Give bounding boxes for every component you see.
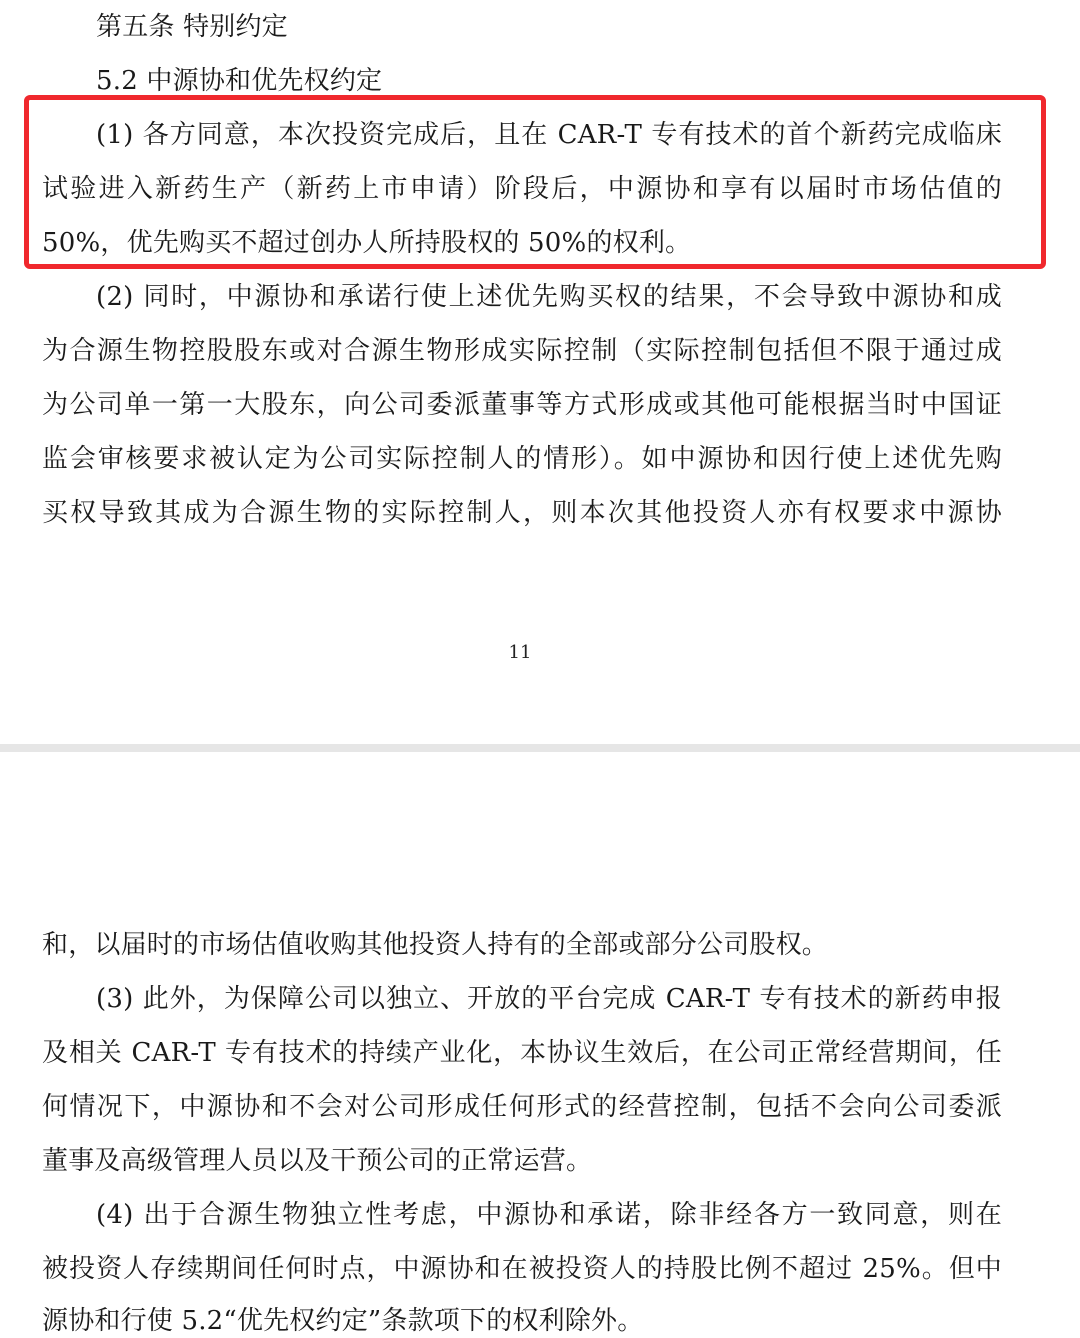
clause-4-line: 被投资人存续期间任何时点，中源协和在被投资人的持股比例不超过 25%。但中 [42, 1254, 1002, 1284]
clause-3-line: (3) 此外，为保障公司以独立、开放的平台完成 CAR-T 专有技术的新药申报 [96, 984, 1002, 1014]
clause-2-line: 监会审核要求被认定为公司实际控制人的情形）。如中源协和因行使上述优先购 [42, 444, 1002, 474]
clause-2-line: 为公司单一第一大股东，向公司委派董事等方式形成或其他可能根据当时中国证 [42, 390, 1002, 420]
clause-2-line: (2) 同时，中源协和承诺行使上述优先购买权的结果，不会导致中源协和成 [96, 282, 1002, 312]
article-heading: 第五条 特别约定 [96, 12, 288, 42]
clause-3-line: 及相关 CAR-T 专有技术的持续产业化，本协议生效后，在公司正常经营期间，任 [42, 1038, 1002, 1068]
section-heading: 5.2 中源协和优先权约定 [96, 66, 383, 96]
page-number: 11 [508, 642, 532, 663]
clause-4-line: (4) 出于合源生物独立性考虑，中源协和承诺，除非经各方一致同意，则在 [96, 1200, 1002, 1230]
document-page-bottom [0, 752, 1080, 1338]
clause-1-line: (1) 各方同意，本次投资完成后，且在 CAR-T 专有技术的首个新药完成临床 [96, 120, 1002, 150]
clause-3-line: 董事及高级管理人员以及干预公司的正常运营。 [42, 1146, 593, 1176]
clause-3-line: 何情况下，中源协和不会对公司形成任何形式的经营控制，包括不会向公司委派 [42, 1092, 1002, 1122]
page-separator [0, 744, 1080, 752]
clause-1-line: 试验进入新药生产（新药上市申请）阶段后，中源协和享有以届时市场估值的 [42, 174, 1002, 204]
clause-1-line: 50%，优先购买不超过创办人所持股权的 50%的权利。 [42, 228, 692, 258]
clause-2-line: 为合源生物控股股东或对合源生物形成实际控制（实际控制包括但不限于通过成 [42, 336, 1002, 366]
clause-2-line: 买权导致其成为合源生物的实际控制人，则本次其他投资人亦有权要求中源协 [42, 498, 1002, 528]
clause-2-continuation: 和，以届时的市场估值收购其他投资人持有的全部或部分公司股权。 [42, 930, 829, 960]
clause-4-line: 源协和行使 5.2“优先权约定”条款项下的权利除外。 [42, 1306, 644, 1336]
